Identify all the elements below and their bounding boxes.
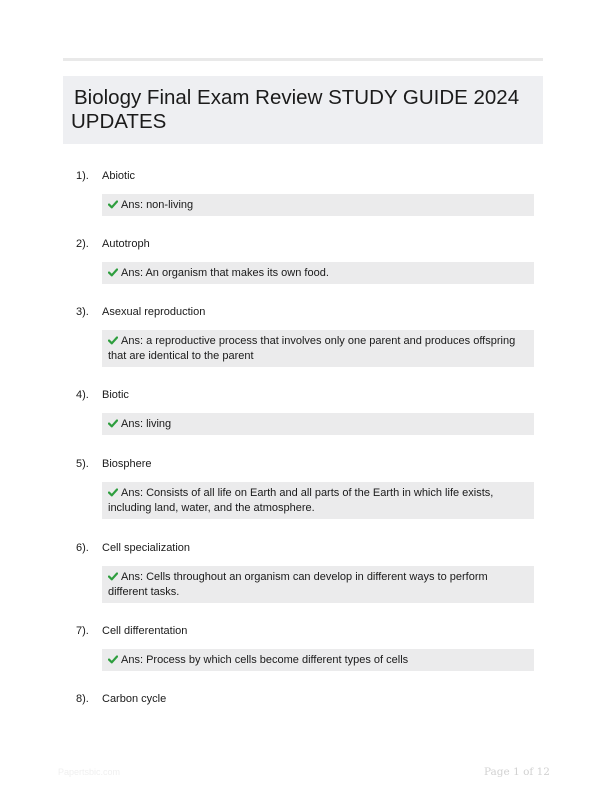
check-icon bbox=[108, 488, 118, 497]
question-term: Biosphere bbox=[102, 458, 152, 470]
question-number: 8). bbox=[76, 693, 89, 705]
check-icon bbox=[108, 419, 118, 428]
question-term: Cell differentation bbox=[102, 625, 188, 637]
answer-text: Ans: An organism that makes its own food. bbox=[121, 267, 329, 279]
question-term: Carbon cycle bbox=[102, 693, 167, 705]
check-icon bbox=[108, 200, 118, 209]
question-number: 6). bbox=[76, 542, 89, 554]
question-term: Cell specialization bbox=[102, 542, 191, 554]
question-number: 3). bbox=[76, 306, 89, 318]
answer-box bbox=[102, 330, 534, 367]
answer-box bbox=[102, 194, 534, 216]
check-icon bbox=[108, 268, 118, 277]
answer-box bbox=[102, 262, 534, 284]
answer-box bbox=[102, 482, 534, 519]
check-icon bbox=[108, 655, 118, 664]
question-number: 4). bbox=[76, 389, 89, 401]
answer-text: Ans: a reproductive process that involves only one parent and produces offspring that are identical to the parent bbox=[108, 335, 516, 362]
question-number: 1). bbox=[76, 170, 89, 182]
footer-watermark: Papertsbic.com bbox=[58, 767, 121, 777]
question-number: 2). bbox=[76, 238, 89, 250]
question-number: 7). bbox=[76, 625, 89, 637]
answer-box bbox=[102, 649, 534, 671]
question-number: 5). bbox=[76, 458, 89, 470]
page-indicator: Page 1 of 12 bbox=[483, 766, 550, 778]
answer-text: Ans: Process by which cells become different types of cells bbox=[121, 654, 409, 666]
answer-text: Ans: non-living bbox=[121, 199, 194, 211]
check-icon bbox=[108, 572, 118, 581]
question-term: Biotic bbox=[102, 389, 129, 401]
answer-box bbox=[102, 566, 534, 603]
question-term: Asexual reproduction bbox=[102, 306, 206, 318]
check-icon bbox=[108, 336, 118, 345]
answer-box bbox=[102, 413, 534, 435]
question-term: Autotroph bbox=[102, 238, 150, 250]
answer-text: Ans: living bbox=[121, 418, 172, 430]
answer-text: Ans: Cells throughout an organism can develop in different ways to perform different tasks. bbox=[108, 571, 488, 598]
page-title: Biology Final Exam Review STUDY GUIDE 2024 UPDATES bbox=[71, 86, 520, 133]
answer-text: Ans: Consists of all life on Earth and all parts of the Earth in which life exists, including land, water, and the atmosphere. bbox=[108, 487, 494, 514]
question-term: Abiotic bbox=[102, 170, 136, 182]
